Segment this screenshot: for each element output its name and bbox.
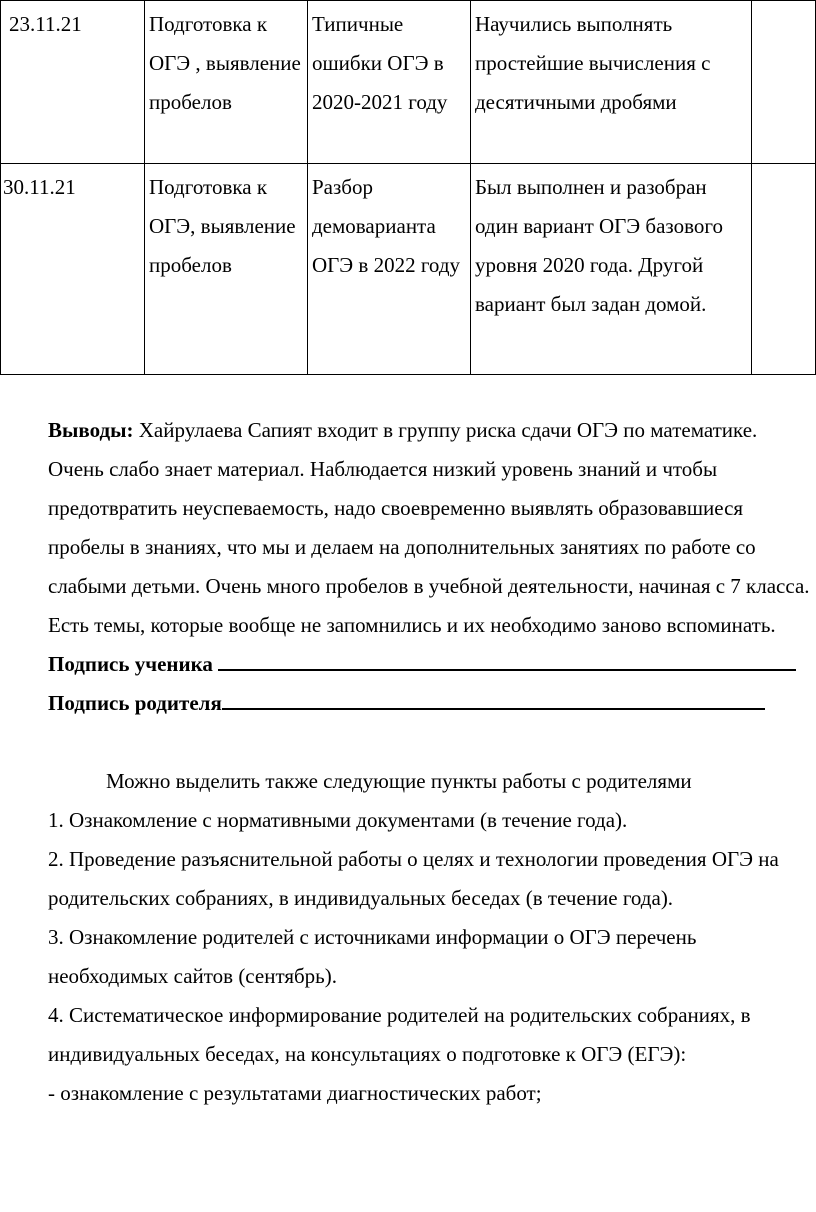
table-row xyxy=(1,164,816,375)
date-cell: 30.11.21 xyxy=(1,164,145,375)
result-cell: Был выполнен и разобран один вариант ОГЭ базового уровня 2020 года. Другой вариант был задан домой. xyxy=(471,164,752,375)
list-item: 4. Систематическое информирование родителей на родительских собраниях, в индивидуальных беседах, на консультациях о подготовке к ОГЭ (ЕГЭ): xyxy=(48,1003,751,1066)
student-signature xyxy=(48,645,816,684)
content-cell: Типичные ошибки ОГЭ в 2020-2021 году xyxy=(308,1,471,164)
student-signature-line xyxy=(218,645,796,671)
conclusions-text: Хайрулаева Сапият входит в группу риска сдачи ОГЭ по математике. Очень слабо знает материал. Наблюдается низкий уровень знаний и чтобы предотвратить неуспеваемость, надо своевременно выявлять образовавшиеся пробелы в знаниях, что мы и делаем на дополнительных занятиях по работе со слабыми детьми. Очень много пробелов в учебной деятельности, начиная с 7 класса. Есть темы, которые вообще не запомнились и их необходимо заново вспоминать. xyxy=(48,418,810,637)
note-cell xyxy=(752,164,816,375)
topic-cell: Подготовка к ОГЭ, выявление пробелов xyxy=(145,164,308,375)
result-cell: Научились выполнять простейшие вычисления с десятичными дробями xyxy=(471,1,752,164)
parent-signature xyxy=(48,684,816,723)
lessons-table xyxy=(0,0,816,375)
topic-cell: Подготовка к ОГЭ , выявление пробелов xyxy=(145,1,308,164)
spacer xyxy=(48,723,816,762)
parent-signature-line xyxy=(222,684,765,710)
table-row xyxy=(1,1,816,164)
conclusions-label: Выводы: xyxy=(48,418,134,442)
content-cell: Разбор демоварианта ОГЭ в 2022 году xyxy=(308,164,471,375)
date-cell: 23.11.21 xyxy=(1,1,145,164)
list-item: 3. Ознакомление родителей с источниками информации о ОГЭ перечень необходимых сайтов (сентябрь). xyxy=(48,925,697,988)
note-cell xyxy=(752,1,816,164)
list-item: - ознакомление с результатами диагностических работ; xyxy=(48,1081,542,1105)
document-body xyxy=(48,411,816,1113)
list-item: 1. Ознакомление с нормативными документами (в течение года). xyxy=(48,808,628,832)
student-signature-label: Подпись ученика xyxy=(48,652,219,676)
parent-signature-label: Подпись родителя xyxy=(48,691,222,715)
parents-work-intro: Можно выделить также следующие пункты работы с родителями xyxy=(106,769,692,793)
list-item: 2. Проведение разъяснительной работы о целях и технологии проведения ОГЭ на родительских собраниях, в индивидуальных беседах (в течение года). xyxy=(48,847,779,910)
conclusions-paragraph xyxy=(48,411,816,645)
